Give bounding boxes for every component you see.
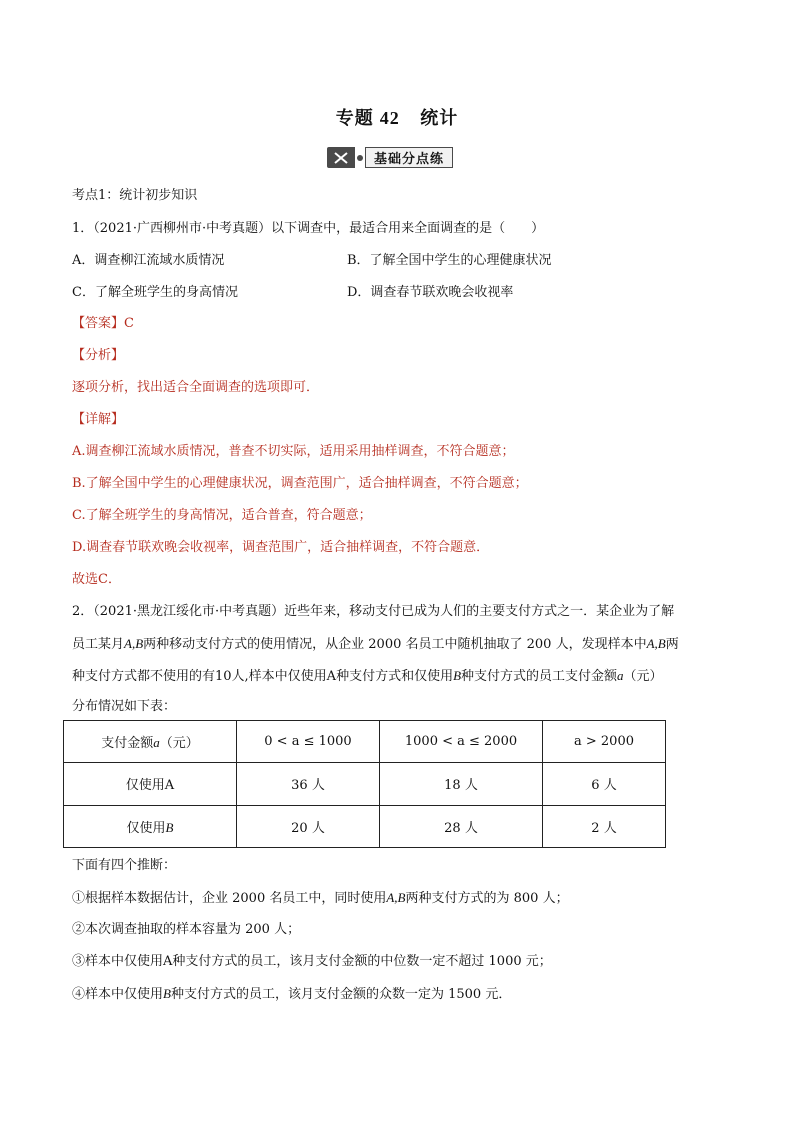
- q2-line-2: 员工某月A,B两种移动支付方式的使用情况，从企业 2000 名员工中随机抽取了 200 人，发现样本中A,B两: [72, 636, 679, 652]
- table-header-cell: 1000 < a ≤ 2000: [380, 721, 543, 763]
- q2-statement-3: ③样本中仅使用A种支付方式的员工，该月支付金额的中位数一定不超过 1000 元；: [72, 954, 552, 969]
- q1-conclusion: 故选C．: [72, 572, 121, 587]
- q1-detail-a: A.调查柳江流域水质情况，普查不切实际，适用采用抽样调查，不符合题意；: [72, 444, 515, 459]
- q2-statement-4: ④样本中仅使用B种支付方式的员工，该月支付金额的众数一定为 1500 元．: [72, 986, 512, 1002]
- table-cell: 28 人: [380, 805, 543, 847]
- q2-statement-1: ①根据样本数据估计，企业 2000 名员工中，同时使用A,B两种支付方式的为 800 人；: [72, 890, 569, 906]
- table-cell: 仅使用B: [64, 805, 237, 847]
- table-cell: 仅使用A: [64, 763, 237, 805]
- payment-table: [63, 720, 666, 848]
- section-heading: 考点1：统计初步知识: [72, 188, 198, 203]
- q1-analysis: 逐项分析，找出适合全面调查的选项即可．: [72, 380, 320, 395]
- q1-detail-d: D.调查春节联欢晚会收视率，调查范围广，适合抽样调查，不符合题意．: [72, 540, 490, 555]
- q1-option-c: C．了解全班学生的身高情况: [72, 285, 238, 300]
- table-header-cell: a > 2000: [543, 721, 666, 763]
- table-cell: 20 人: [237, 805, 380, 847]
- table-header-cell: 支付金额a（元）: [64, 721, 237, 763]
- q2-line-1: 2．（2021·黑龙江绥化市·中考真题）近些年来，移动支付已成为人们的主要支付方式之一．某企业为了解: [72, 604, 675, 619]
- q1-stem: 1．（2021·广西柳州市·中考真题）以下调查中，最适合用来全面调查的是（ ）: [72, 221, 545, 236]
- page-title: 专题 42 统计: [335, 108, 459, 129]
- banner-dot: [357, 155, 363, 161]
- q1-option-b: B．了解全国中学生的心理健康状况: [347, 253, 552, 268]
- q2-line-4: 分布情况如下表：: [72, 699, 177, 714]
- crossed-tools-icon: [327, 147, 355, 168]
- section-banner: [327, 147, 453, 168]
- table-cell: 18 人: [380, 763, 543, 805]
- q2-statement-2: ②本次调查抽取的样本容量为 200 人；: [72, 922, 301, 937]
- table-row: [64, 721, 666, 763]
- q1-detail-heading: 【详解】: [72, 412, 125, 427]
- q1-detail-c: C.了解全班学生的身高情况，适合普查，符合题意；: [72, 508, 372, 523]
- q1-detail-b: B.了解全国中学生的心理健康状况，调查范围广，适合抽样调查，不符合题意；: [72, 476, 528, 491]
- q1-option-a: A．调查柳江流域水质情况: [72, 253, 225, 268]
- table-row: [64, 763, 666, 805]
- q1-option-d: D．调查春节联欢晚会收视率: [347, 285, 514, 300]
- table-row: [64, 805, 666, 847]
- banner-label: 基础分点练: [365, 147, 453, 168]
- table-cell: 2 人: [543, 805, 666, 847]
- q2-statements-intro: 下面有四个推断：: [72, 858, 177, 873]
- table-cell: 36 人: [237, 763, 380, 805]
- q1-analysis-heading: 【分析】: [72, 348, 125, 363]
- q2-line-3: 种支付方式都不使用的有10人,样本中仅使用A种支付方式和仅使用B种支付方式的员工支付金额a（元）: [72, 668, 663, 684]
- q1-answer: 【答案】C: [72, 316, 134, 331]
- table-cell: 6 人: [543, 763, 666, 805]
- table-header-cell: 0 < a ≤ 1000: [237, 721, 380, 763]
